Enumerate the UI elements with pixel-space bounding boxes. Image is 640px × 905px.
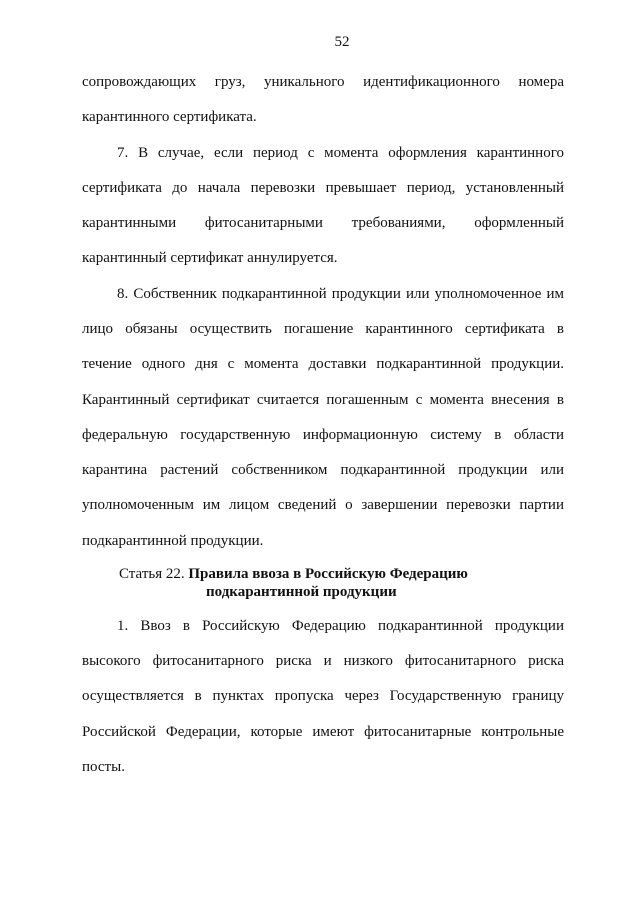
text-line: лицо обязаны осуществить погашение карантинного сертификата в bbox=[82, 321, 564, 337]
text-line: федеральную государственную информационную систему в области bbox=[82, 427, 564, 443]
text-line: сопровождающих груз, уникального идентификационного номера bbox=[82, 74, 564, 90]
text-line: подкарантинной продукции. bbox=[82, 533, 264, 549]
text-line: посты. bbox=[82, 759, 125, 775]
page-number: 52 bbox=[334, 34, 350, 50]
article-heading bbox=[119, 565, 468, 583]
article-22-paragraph-1-start: 1. Ввоз в Российскую Федерацию подкарантинной продукции bbox=[117, 618, 564, 634]
text-line: высокого фитосанитарного риска и низкого фитосанитарного риска bbox=[82, 653, 564, 669]
text-line: сертификата до начала перевозки превышает период, установленный bbox=[82, 180, 564, 196]
text-line: карантинный сертификат аннулируется. bbox=[82, 250, 338, 266]
article-label: Статья 22. bbox=[119, 566, 185, 582]
text-line: карантинными фитосанитарными требованиями, оформленный bbox=[82, 215, 564, 231]
text-line: карантинного сертификата. bbox=[82, 109, 257, 125]
paragraph-8-start: 8. Собственник подкарантинной продукции или уполномоченное им bbox=[117, 286, 564, 302]
text-line: Карантинный сертификат считается погашенным с момента внесения в bbox=[82, 392, 564, 408]
text-line: уполномоченным им лицом сведений о завершении перевозки партии bbox=[82, 497, 564, 513]
text-line: карантина растений собственником подкарантинной продукции или bbox=[82, 462, 564, 478]
text-line: Российской Федерации, которые имеют фитосанитарные контрольные bbox=[82, 724, 564, 740]
paragraph-7-start: 7. В случае, если период с момента оформления карантинного bbox=[117, 145, 564, 161]
text-line: течение одного дня с момента доставки подкарантинной продукции. bbox=[82, 356, 564, 372]
text-line: осуществляется в пунктах пропуска через Государственную границу bbox=[82, 688, 564, 704]
article-title-continued: подкарантинной продукции bbox=[206, 584, 397, 600]
article-title: Правила ввоза в Российскую Федерацию bbox=[188, 566, 468, 582]
